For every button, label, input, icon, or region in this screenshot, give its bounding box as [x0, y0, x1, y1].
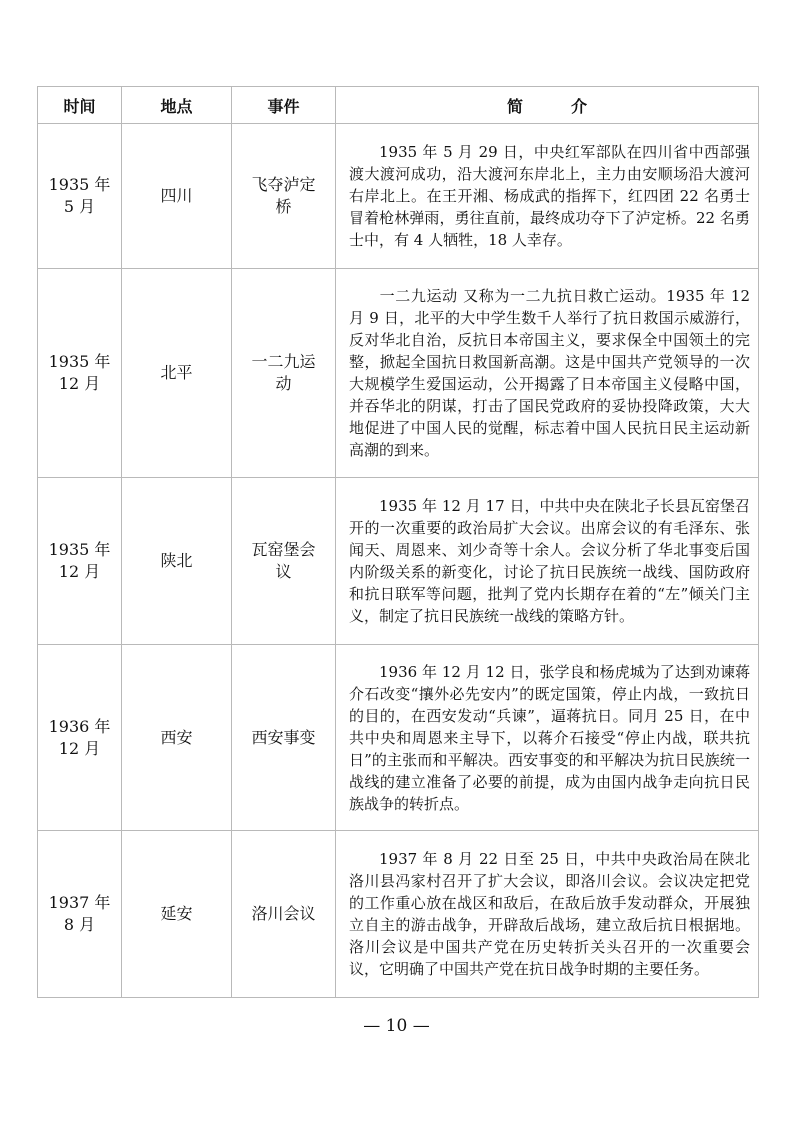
intro-text: 1937 年 8 月 22 日至 25 日，中共中央政治局在陕北洛川县冯家村召开了扩大会议，即洛川会议。会议决定把党的工作重心放在战区和敌后，在敌后放手发动群众，开展独立自主的游击战争，开辟敌后战场，建立敌后抗日根据地。洛川会议是中国共产党在历史转折关头召开的一次重要会议，它明确了中国共产党在抗日战争时期的主要任务。 — [349, 850, 750, 978]
time-cell — [38, 269, 122, 478]
place-cell: 西安 — [122, 645, 232, 831]
intro-text: 1935 年 12 月 17 日，中共中央在陕北子长县瓦窑堡召开的一次重要的政治局扩大会议。出席会议的有毛泽东、张闻天、周恩来、刘少奇等十余人。会议分析了华北事变后国内阶级关系的新变化，讨论了抗日民族统一战线、国防政府和抗日联军等问题，批判了党内长期存在着的“左”倾关门主义，制定了抗日民族统一战线的策略方针。 — [349, 497, 750, 625]
header-time: 时间 — [38, 87, 122, 124]
intro-text: 一二九运动 又称为一二九抗日救亡运动。1935 年 12 月 9 日，北平的大中学生数千人举行了抗日救国示威游行，反对华北自治，反抗日本帝国主义，要求保全中国领土的完整，掀起全国抗日救国新高潮。这是中国共产党领导的一次大规模学生爱国运动，公开揭露了日本帝国主义侵略中国，并吞华北的阴谋，打击了国民党政府的妥协投降政策，大大地促进了中国人民的觉醒，标志着中国人民抗日民主运动新高潮的到来。 — [349, 287, 750, 459]
intro-text: 1936 年 12 月 12 日，张学良和杨虎城为了达到劝谏蒋介石改变“攘外必先安内”的既定国策，停止内战，一致抗日的目的，在西安发动“兵谏”，逼蒋抗日。同月 25 日，在中共中央和周恩来主导下，以蒋介石接受“停止内战，联共抗日”的主张而和平解决。西安事变的和平解决为抗日民族统一战线的建立准备了必要的前提，成为由国内战争走向抗日民族战争的转折点。 — [349, 662, 750, 813]
intro-cell — [336, 478, 759, 645]
table-header-row — [38, 87, 759, 124]
year-text: 1936 年 — [48, 716, 111, 736]
table-row — [38, 478, 759, 645]
month-text: 12 月 — [58, 374, 101, 393]
header-place: 地点 — [122, 87, 232, 124]
event-cell: 一二九运动 — [232, 269, 336, 478]
year-text: 1935 年 — [48, 540, 111, 559]
year-text: 1935 年 — [48, 175, 111, 194]
table-row — [38, 269, 759, 478]
month-text: 8 月 — [63, 915, 96, 934]
header-event: 事件 — [232, 87, 336, 124]
intro-text: 1935 年 5 月 29 日，中央红军部队在四川省中西部强渡大渡河成功，沿大渡河东岸北上，主力由安顺场沿大渡河右岸北上。在王开湘、杨成武的指挥下，红四团 22 名勇士冒着枪林弹雨，勇往直前，最终成功夺下了泸定桥。22 名勇士中，有 4 人牺牲，18 人幸存。 — [349, 143, 750, 249]
intro-cell — [336, 269, 759, 478]
table-row — [38, 124, 759, 269]
table-row — [38, 831, 759, 998]
intro-cell — [336, 124, 759, 269]
event-cell: 洛川会议 — [232, 831, 336, 998]
header-intro: 简 介 — [336, 87, 759, 124]
time-cell — [38, 831, 122, 998]
history-events-table — [37, 86, 759, 998]
time-cell — [38, 124, 122, 269]
place-cell: 四川 — [122, 124, 232, 269]
table-row — [38, 645, 759, 831]
month-text: 12 月 — [58, 738, 101, 758]
page-number: — 10 — — [363, 1016, 430, 1036]
place-cell: 陕北 — [122, 478, 232, 645]
time-cell — [38, 478, 122, 645]
month-text: 5 月 — [63, 197, 96, 216]
year-text: 1937 年 — [48, 893, 111, 912]
year-text: 1935 年 — [48, 352, 111, 371]
place-cell: 北平 — [122, 269, 232, 478]
event-cell: 瓦窑堡会议 — [232, 478, 336, 645]
month-text: 12 月 — [58, 562, 101, 581]
event-cell: 飞夺泸定桥 — [232, 124, 336, 269]
intro-cell — [336, 645, 759, 831]
event-cell: 西安事变 — [232, 645, 336, 831]
intro-cell — [336, 831, 759, 998]
time-cell — [38, 645, 122, 831]
place-cell: 延安 — [122, 831, 232, 998]
